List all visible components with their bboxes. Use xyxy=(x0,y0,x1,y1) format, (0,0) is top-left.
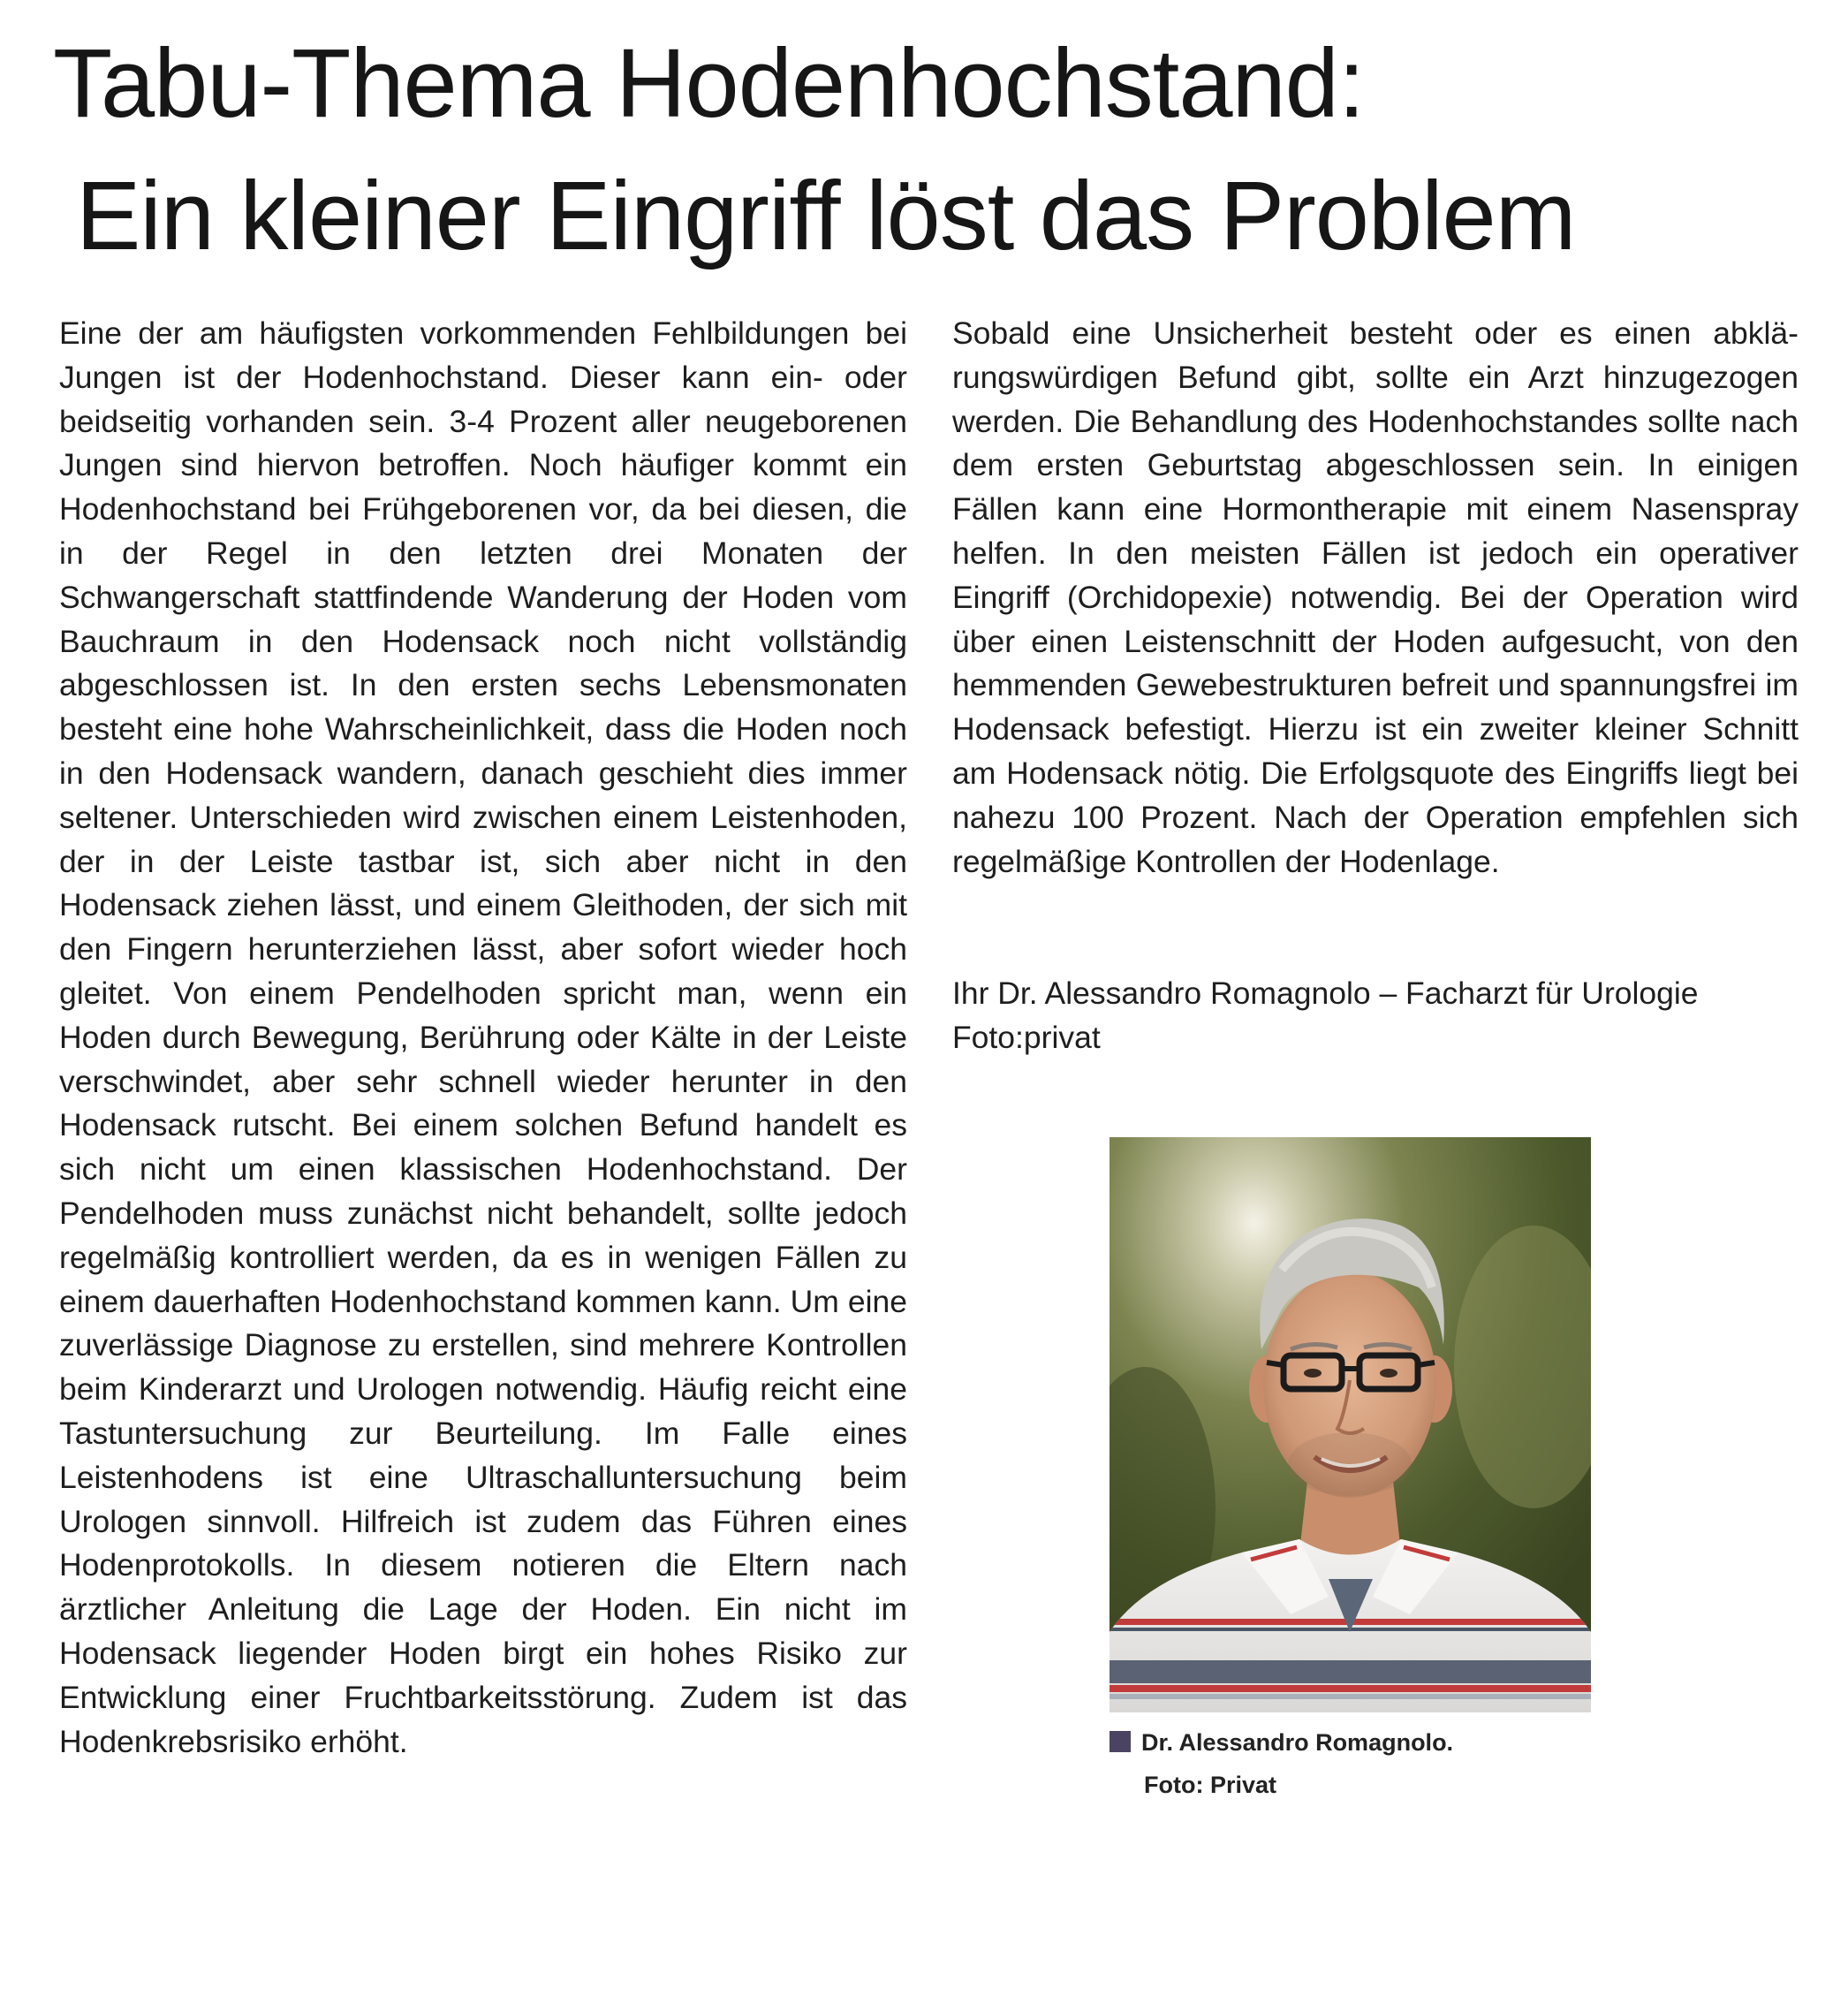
headline-line-1: Tabu-Thema Hodenhochstand: xyxy=(53,29,1365,138)
portrait-illustration xyxy=(1110,1137,1591,1712)
caption-square-marker xyxy=(1110,1731,1131,1752)
body-text-right: Sobald eine Unsicherheit besteht oder es einen abklärungswürdigen Befund gibt, sollte ein Arzt hinzugezogen werden. Die Behandlung des Hodenhochstandes sollte nach dem ersten Geburtstag abgeschlossen sein. In einigen Fällen kann eine Hormontherapie mit einem Nasenspray helfen. In den meisten Fällen ist jedoch ein operativer Eingriff (Orchidopexie) notwendig. Bei der Operation wird über einen Leistenschnitt der Hoden aufgesucht, von den hemmenden Gewebestrukturen befreit und spannungsfrei im Hodensack befestigt. Hierzu ist ein zweiter kleiner Schnitt am Hodensack nötig. Die Erfolgsquote des Eingriffs liegt bei nahezu 100 Prozent. Nach der Operation empfehlen sich regelmäßige Kontrollen der Hodenlage. xyxy=(952,315,1799,879)
article-column-right xyxy=(952,312,1799,884)
article-headline xyxy=(53,18,1820,283)
portrait-photo xyxy=(1110,1137,1591,1712)
caption-credit: Foto: Privat xyxy=(1144,1772,1277,1798)
author-signature: Ihr Dr. Alessandro Romagnolo – Facharzt für Urologie xyxy=(952,975,1699,1011)
body-text-left: Eine der am häufigsten vorkommenden Fehlbildungen bei Jungen ist der Hodenhochstand. Dieser kann ein- oder beidseitig vorhanden sein. 3-4 Prozent aller neugeborenen Jungen sind hiervon betroffen. Noch häufiger kommt ein Hodenhochstand bei Frühgeborenen vor, da bei diesen, die in der Regel in den letzten drei Monaten der Schwangerschaft stattfindende Wanderung der Hoden vom Bauchraum in den Hodensack noch nicht vollständig abgeschlossen ist. In den ersten sechs Lebensmonaten besteht eine hohe Wahrscheinlichkeit, dass die Hoden noch in den Hodensack wandern, danach geschieht dies immer seltener. Unterschieden wird zwischen einem Leistenhoden, der in der Leiste tastbar ist, sich aber nicht in den Hodensack ziehen lässt, und einem Gleithoden, der sich mit den Fingern herunterziehen lässt, aber sofort wieder hoch gleitet. Von einem Pendelhoden spricht man, wenn ein Hoden durch Bewegung, Berührung oder Kälte in der Leiste verschwindet, aber sehr schnell wieder herunter in den Hodensack rutscht. Bei einem solchen Befund handelt es sich nicht um einen klassischen Hodenhochstand. Der Pendelhoden muss zunächst nicht behandelt, sollte jedoch regelmäßig kontrolliert werden, da es in wenigen Fällen zu einem dauerhaften Hodenhochstand kommen kann. Um eine zuverlässige Diagnose zu erstellen, sind mehrere Kontrollen beim Kinderarzt und Urologen notwendig. Häufig reicht eine Tastuntersuchung zur Beurteilung. Im Falle eines Leistenhodens ist eine Ultraschalluntersuchung beim Urologen sinnvoll. Hilfreich ist zudem das Führen eines Hodenprotokolls. In diesem notieren die Eltern nach ärztlicher Anleitung die Lage der Hoden. Ein nicht im Hodensack liegender Hoden birgt ein hohes Risiko zur Entwicklung einer Fruchtbarkeitsstörung. Zudem ist das Hodenkrebsrisiko erhöht. xyxy=(59,315,907,1759)
photo-caption xyxy=(1110,1721,1728,1806)
headline-line-2: Ein kleiner Eingriff löst das Problem xyxy=(76,162,1576,270)
article-column-left xyxy=(59,312,907,1764)
photo-credit: Foto:privat xyxy=(952,1020,1101,1055)
caption-name: Dr. Alessandro Romagnolo. xyxy=(1141,1729,1454,1756)
